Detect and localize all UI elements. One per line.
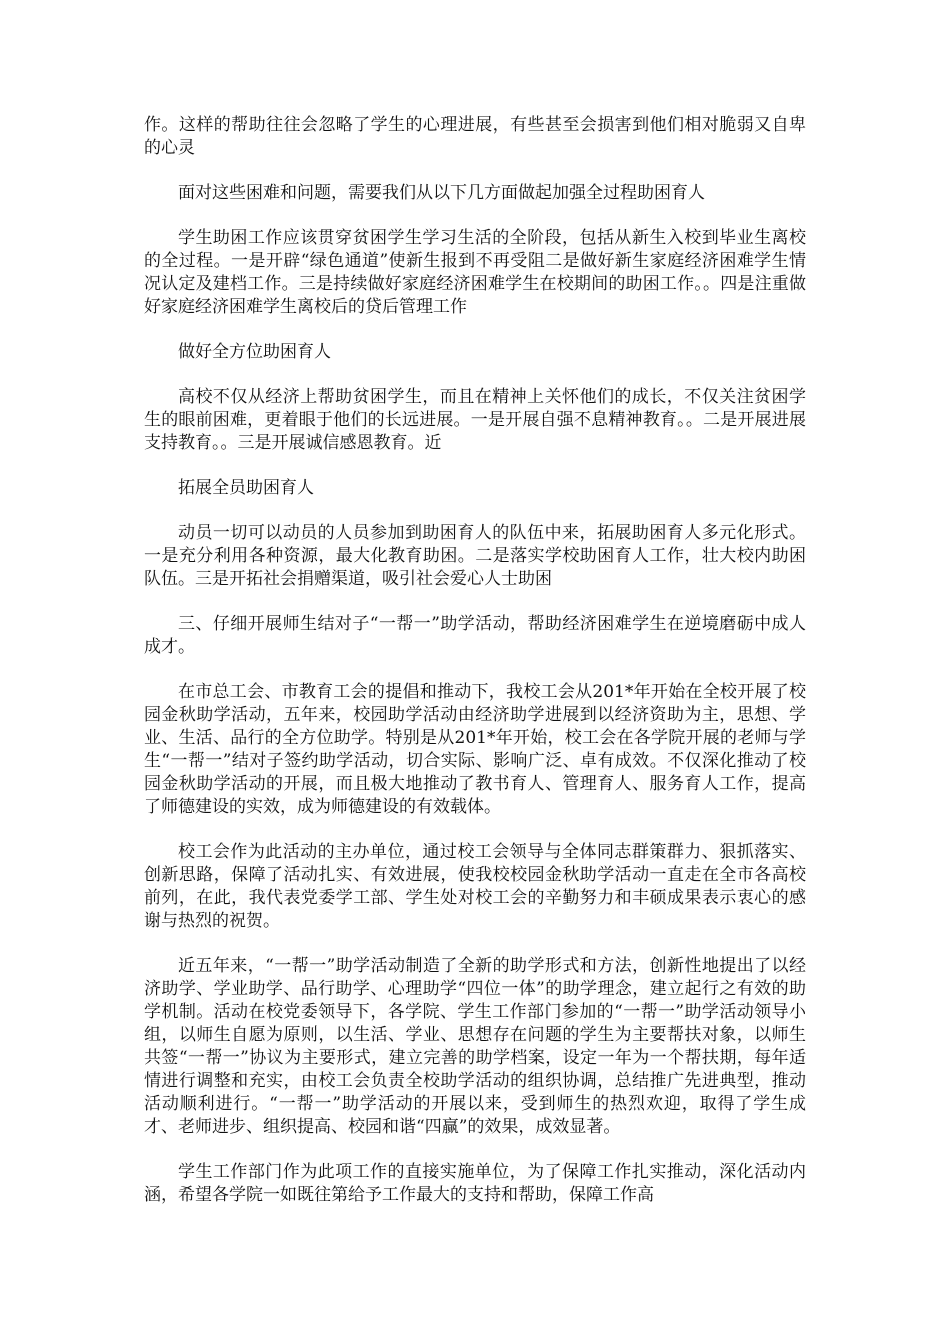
paragraph: 面对这些困难和问题，需要我们从以下几方面做起加强全过程助困育人 [178, 183, 705, 203]
paragraph: 校工会作为此活动的主办单位，通过校工会领导与全体同志群策群力、狠抓落实、创新思路，保障了活动扎实、有效进展，使我校校园金秋助学活动一直走在全市各高校前列，在此，我代表党委学工部、学生处对校工会的辛勤努力和丰硕成果表示衷心的感谢与热烈的祝贺。 [144, 842, 806, 931]
paragraph: 高校不仅从经济上帮助贫困学生，而且在精神上关怀他们的成长，不仅关注贫困学生的眼前困难，更着眼于他们的长远进展。一是开展自强不息精神教育。。二是开展进展支持教育。。三是开展诚信感恩教育。近 [144, 387, 806, 453]
section-heading: 做好全方位助困育人 [178, 342, 331, 362]
document-body [144, 114, 806, 1229]
paragraph: 在市总工会、市教育工会的提倡和推动下，我校工会从201*年开始在全校开展了校园金秋助学活动，五年来，校园助学活动由经济助学进展到以经济资助为主，思想、学业、生活、品行的全方位助学。特别是从201*年开始，校工会在各学院开展的老师与学生“一帮一”结对子签约助学活动，切合实际、影响广泛、卓有成效。不仅深化推动了校园金秋助学活动的开展，而且极大地推动了教书育人、管理育人、服务育人工作，提高了师德建设的实效，成为师德建设的有效载体。 [144, 682, 806, 817]
paragraph: 近五年来，“一帮一”助学活动制造了全新的助学形式和方法，创新性地提出了以经济助学、学业助学、品行助学、心理助学“四位一体”的助学理念，建立起行之有效的助学机制。活动在校党委领导下，各学院、学生工作部门参加的“一帮一”助学活动领导小组，以师生自愿为原则，以生活、学业、思想存在问题的学生为主要帮扶对象，以师生共签“一帮一”协议为主要形式，建立完善的助学档案，设定一年为一个帮扶期，每年适情进行调整和充实，由校工会负责全校助学活动的组织协调，总结推广先进典型，推动活动顺利进行。“一帮一”助学活动的开展以来，受到师生的热烈欢迎，取得了学生成才、老师进步、组织提高、校园和谐“四赢”的效果，成效显著。 [144, 956, 806, 1137]
section-heading: 三、仔细开展师生结对子“一帮一”助学活动，帮助经济困难学生在逆境磨砺中成人成才。 [144, 614, 806, 657]
paragraph: 作。这样的帮助往往会忽略了学生的心理进展，有些甚至会损害到他们相对脆弱又自卑的心灵 [144, 115, 806, 158]
paragraph: 学生助困工作应该贯穿贫困学生学习生活的全阶段，包括从新生入校到毕业生离校的全过程。一是开辟“绿色通道”使新生报到不再受阻二是做好新生家庭经济困难学生情况认定及建档工作。三是持续做好家庭经济困难学生在校期间的助困工作。。四是注重做好家庭经济困难学生离校后的贷后管理工作 [144, 228, 806, 317]
paragraph: 学生工作部门作为此项工作的直接实施单位，为了保障工作扎实推动，深化活动内涵，希望各学院一如既往第给予工作最大的支持和帮助，保障工作高 [144, 1162, 806, 1205]
section-heading: 拓展全员助困育人 [178, 478, 314, 498]
paragraph: 动员一切可以动员的人员参加到助困育人的队伍中来，拓展助困育人多元化形式。一是充分利用各种资源，最大化教育助困。二是落实学校助困育人工作，壮大校内助困队伍。三是开拓社会捐赠渠道，吸引社会爱心人士助困 [144, 523, 806, 589]
